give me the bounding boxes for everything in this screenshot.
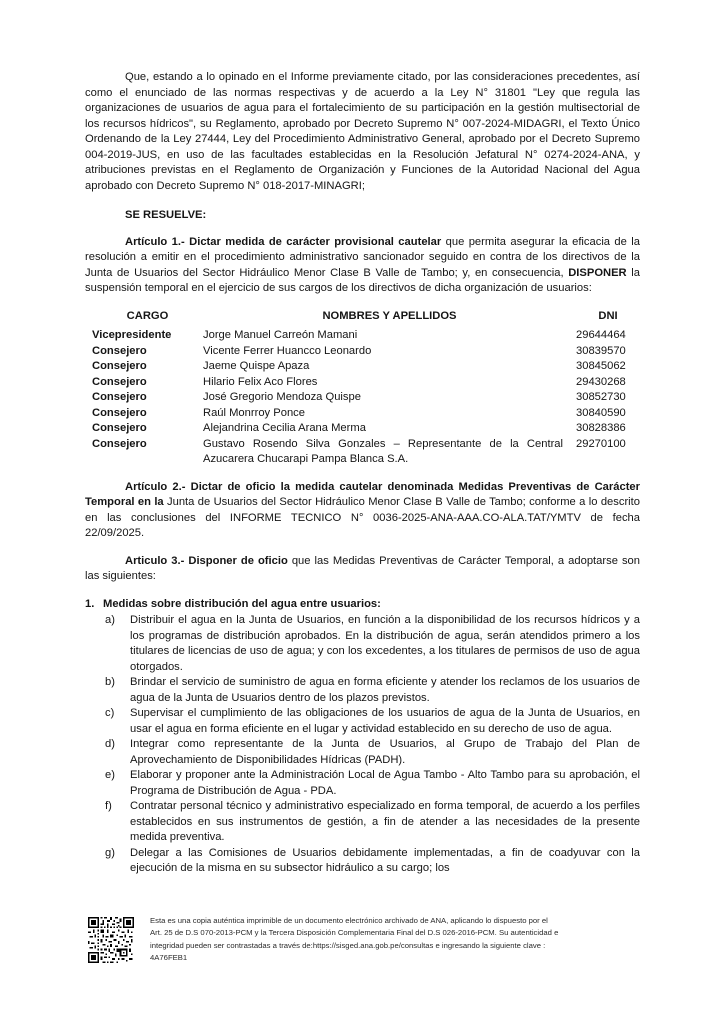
list-item-text: Contratar personal técnico y administrativo especializado en forma temporal, de acuerdo a los perfiles establecidos en sus instrumentos de gestión, a fin de atender a las necesidades de la presente medida preventiva. — [130, 800, 640, 843]
list-item-text: Distribuir el agua en la Junta de Usuarios, en función a la disponibilidad de los recursos hídricos y a los programas de distribución aprobados. En la distribución de agua, serán atendidos primero a los titulares de licencias de uso de agua; y con los excedentes, a los titulares de permisos de uso de agua otorgados. — [130, 614, 640, 673]
footer-line: Art. 25 de D.S 070-2013-PCM y la Tercera Disposición Complementaria Final del D.S 026-2016-PCM. Su autenticidad e — [150, 928, 559, 938]
list-item-text: Brindar el servicio de suministro de agua en forma eficiente y atender los reclamos de los usuarios de agua de la Junta de Usuarios dentro de los plazos previstos. — [130, 676, 640, 704]
dni-cell: 29270100 — [576, 437, 626, 450]
cargo-cell: Consejero — [92, 391, 147, 403]
list-1-title: Medidas sobre distribución del agua entre usuarios: — [103, 597, 381, 610]
list-item — [85, 737, 640, 768]
article-3-paragraph — [85, 554, 640, 585]
list-item — [85, 799, 640, 846]
dni-cell: 30828386 — [576, 422, 626, 434]
list-item-letter: f) — [105, 800, 112, 812]
column-header-nombres: NOMBRES Y APELLIDOS — [322, 309, 457, 322]
table-row — [92, 359, 640, 375]
cargo-cell: Consejero — [92, 406, 147, 419]
nombre-cell: Hilario Felix Aco Flores — [203, 375, 318, 388]
table-row — [92, 437, 640, 468]
list-1-heading — [85, 597, 640, 613]
nombre-cell: Gustavo Rosendo Silva Gonzales – Representante de la Central Azucarera Chucarapi Pampa Blanca S.A. — [203, 437, 563, 465]
table-row — [92, 344, 640, 360]
dni-cell: 29644464 — [576, 329, 626, 341]
table-row — [92, 390, 640, 406]
list-item — [85, 675, 640, 706]
list-item-letter: a) — [105, 614, 115, 626]
dni-cell: 30845062 — [576, 360, 626, 372]
preamble-paragraph: Que, estando a lo opinado en el Informe previamente citado, por las consideraciones precedentes, así como el enunciado de las normas respectivas y de acuerdo a la Ley N° 31801 "Ley que regula las organizaciones de usuarios de agua para el fortalecimiento de su participación en la gestión multisectorial de los recursos hídricos", su Reglamento, aprobado por Decreto Supremo N° 007-2024-MIDAGRI, el Texto Único Ordenando de la Ley 27444, Ley del Procedimiento Administrativo General, aprobado por el Decreto Supremo 004-2019-JUS, en uso de las facultades establecidas en la Resolución Jefatural N° 0274-2024-ANA, y atribuciones previstas en el Reglamento de Organización y Funciones de la Autoridad Nacional del Agua aprobado con Decreto Supremo N° 018-2017-MINAGRI; — [85, 71, 640, 192]
footer-line: integridad pueden ser contrastadas a través de:https://sisged.ana.gob.pe/consultas e ingresando la siguiente clave : — [150, 940, 546, 950]
list-item-text: Elaborar y proponer ante la Administración Local de Agua Tambo - Alto Tambo para su aprobación, el Programa de Distribución de Agua - PDA. — [130, 769, 640, 797]
list-item-text: Delegar a las Comisiones de Usuarios debidamente implementadas, a fin de coadyuvar con la ejecución de la misma en su subsector hidráulico a su cargo; los — [130, 846, 640, 874]
nombre-cell: Jorge Manuel Carreón Mamani — [203, 329, 358, 341]
table-row — [92, 328, 640, 344]
cargo-cell: Consejero — [92, 344, 147, 357]
column-header-dni: DNI — [598, 309, 618, 322]
directors-table — [92, 309, 640, 468]
disponer-emphasis: DISPONER — [568, 266, 627, 279]
footer-line: Esta es una copia auténtica imprimible de un documento electrónico archivado de ANA, aplicando lo dispuesto por el — [150, 916, 548, 925]
table-row — [92, 406, 640, 422]
column-header-cargo: CARGO — [126, 309, 169, 322]
dni-cell: 30840590 — [576, 406, 626, 419]
list-item — [85, 768, 640, 799]
article-1-body: que permita asegurar la eficacia de la resolución a emitir en el procedimiento administrativo sancionador seguido en contra de los directivos de la Junta de Usuarios del Sector Hidráulico Menor Clase B Valle de Tambo; y, en consecuencia, — [85, 235, 640, 279]
authenticity-footer — [88, 915, 640, 965]
nombre-cell: Jaeme Quispe Apaza — [203, 360, 310, 372]
article-2-paragraph — [85, 480, 640, 542]
list-item-letter: b) — [105, 676, 115, 688]
nombre-cell: José Gregorio Mendoza Quispe — [203, 391, 361, 403]
list-item — [85, 706, 640, 737]
dni-cell: 30839570 — [576, 344, 626, 357]
list-item-letter: c) — [105, 707, 115, 719]
list-1-number: 1. — [85, 597, 95, 610]
cargo-cell: Consejero — [92, 360, 147, 372]
article-1-paragraph — [85, 235, 640, 297]
table-row — [92, 375, 640, 391]
article-2-lead: Artículo 2.- Dictar de oficio la medida cautelar denominada Medidas Preventivas de Carácter Temporal en la — [85, 480, 640, 508]
list-item-letter: e) — [105, 769, 115, 781]
qr-code-icon — [88, 917, 134, 963]
table-row — [92, 421, 640, 437]
list-item — [85, 846, 640, 877]
se-resuelve-heading: SE RESUELVE: — [125, 209, 207, 221]
table-header-row — [92, 309, 640, 325]
article-2-body: Junta de Usuarios del Sector Hidráulico Menor Clase B Valle de Tambo; conforme a lo descrito en las conclusiones del INFORME TECNICO N° 0036-2025-ANA-AAA.CO-ALA.TAT/YMTV de fecha 22/09/2025. — [85, 496, 640, 539]
list-item-text: Integrar como representante de la Junta de Usuarios, al Grupo de Trabajo del Plan de Aprovechamiento de Disponibilidades Hídricas (PADH). — [130, 738, 640, 766]
article-1-body-end: la suspensión temporal en el ejercicio de sus cargos de los directivos de dicha organización de usuarios: — [85, 266, 640, 294]
article-1-lead: Artículo 1.- Dictar medida de carácter provisional cautelar — [125, 235, 442, 248]
nombre-cell: Alejandrina Cecilia Arana Merma — [203, 422, 366, 434]
cargo-cell: Consejero — [92, 375, 147, 388]
article-3-lead: Articulo 3.- Disponer de oficio — [125, 554, 292, 567]
dni-cell: 30852730 — [576, 391, 626, 403]
footer-line: 4A76FEB1 — [150, 953, 188, 963]
cargo-cell: Consejero — [92, 437, 147, 450]
cargo-cell: Consejero — [92, 422, 147, 434]
nombre-cell: Vicente Ferrer Huancco Leonardo — [203, 344, 372, 357]
article-3-body: que las Medidas Preventivas de Carácter Temporal, a adoptarse son las siguientes: — [85, 554, 640, 582]
authenticity-text — [150, 915, 558, 965]
dni-cell: 29430268 — [576, 375, 626, 388]
nombre-cell: Raúl Monrroy Ponce — [203, 406, 305, 419]
list-item-letter: d) — [105, 738, 115, 750]
list-item-letter: g) — [105, 846, 115, 859]
list-item — [85, 613, 640, 675]
list-item-text: Supervisar el cumplimiento de las obligaciones de los usuarios de agua de la Junta de Usuarios, en usar el agua en forma eficiente en el lugar y actividad establecido en su derecho de uso de agua. — [130, 707, 640, 735]
cargo-cell: Vicepresidente — [92, 329, 172, 341]
